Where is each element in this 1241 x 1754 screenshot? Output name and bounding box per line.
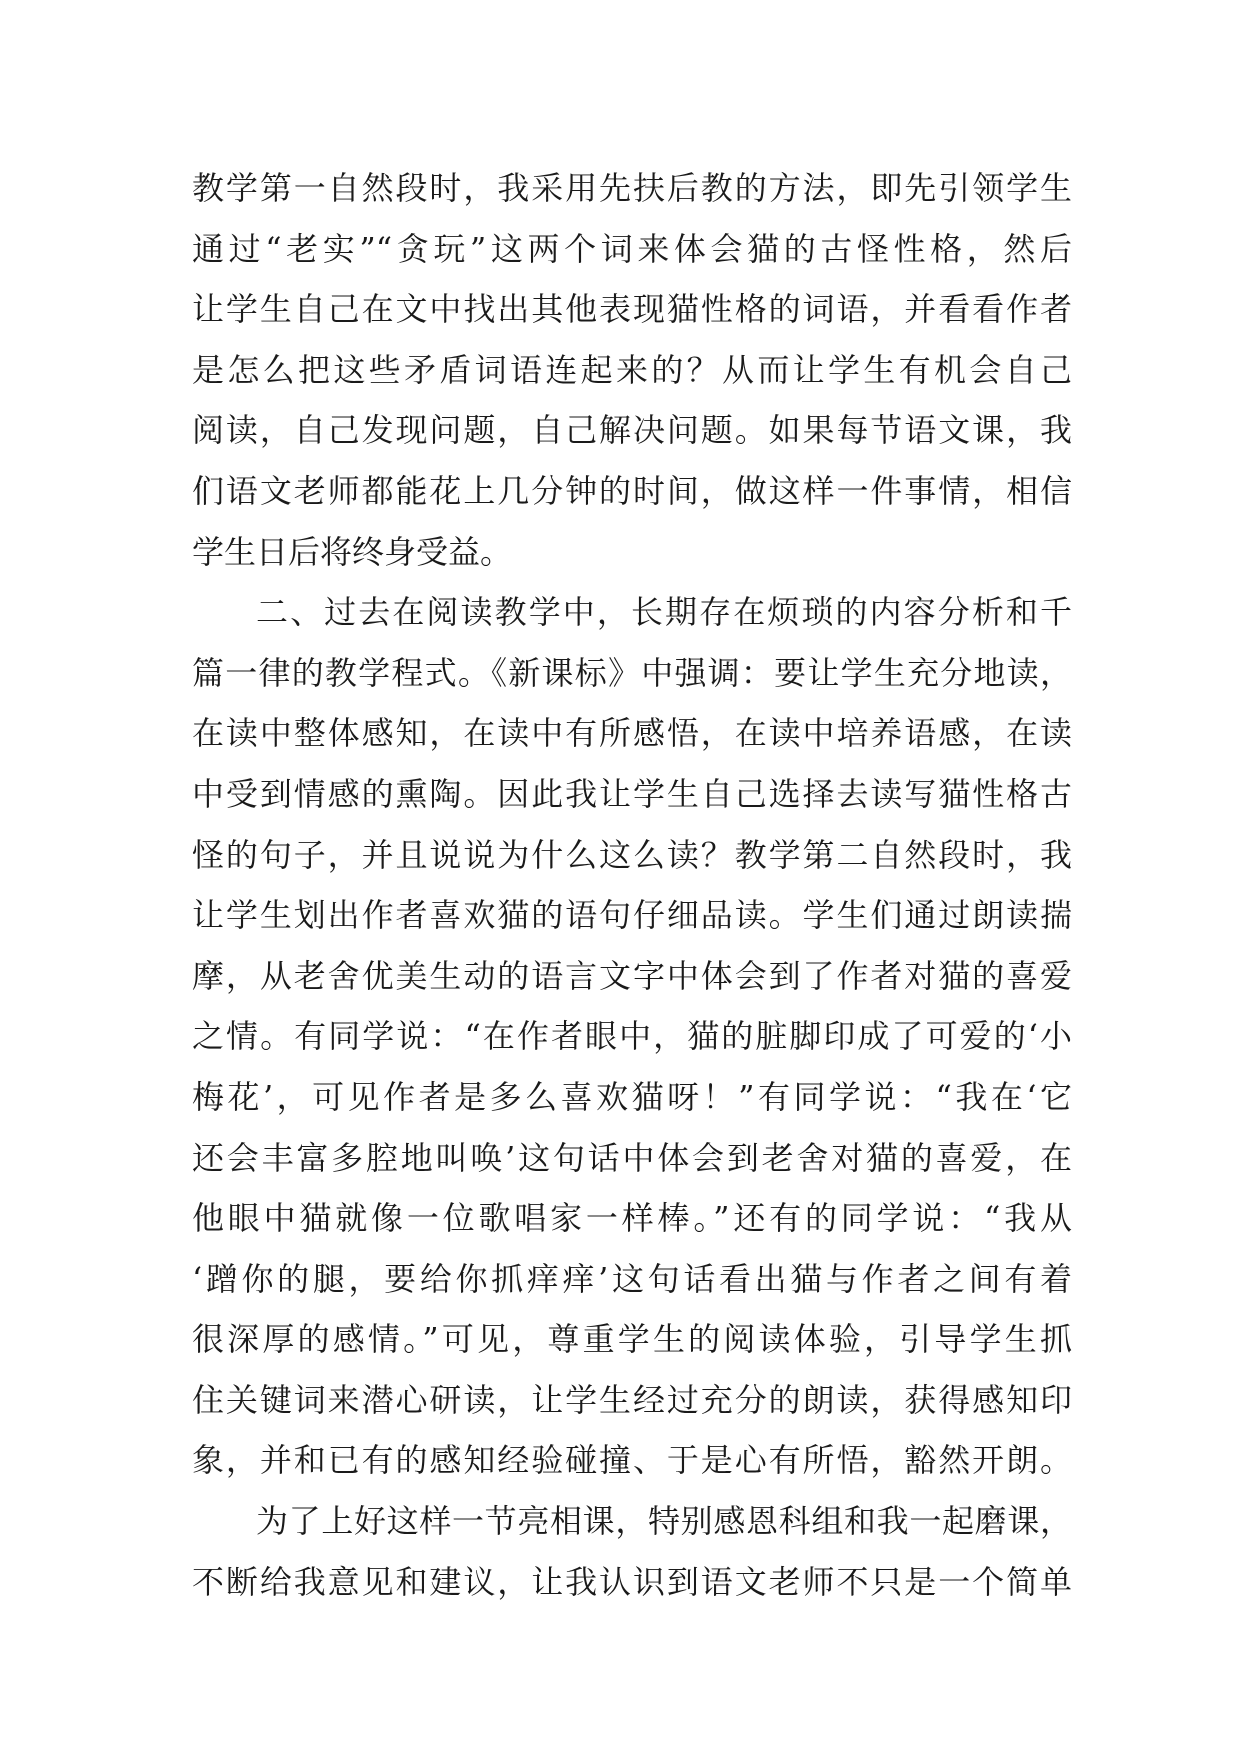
text-line: 为了上好这样一节亮相课，特别感恩科组和我一起磨课， <box>256 1502 1072 1541</box>
text-line: 在读中整体感知，在读中有所感悟，在读中培养语感，在读 <box>192 714 1072 753</box>
text-line: 是怎么把这些矛盾词语连起来的？从而让学生有机会自己 <box>192 350 1072 389</box>
text-line: 教学第一自然段时，我采用先扶后教的方法，即先引领学生 <box>192 169 1072 207</box>
text-line: 让学生自己在文中找出其他表现猫性格的词语，并看看作者 <box>192 290 1072 329</box>
text-line: 之情。有同学说：“在作者眼中，猫的脏脚印成了可爱的‘小 <box>192 1017 1072 1056</box>
text-line: 不断给我意见和建议，让我认识到语文老师不只是一个简单 <box>192 1562 1072 1601</box>
text-line: 怪的句子，并且说说为什么这么读？教学第二自然段时，我 <box>192 835 1072 874</box>
text-line: 篇一律的教学程式。《新课标》中强调：要让学生充分地读， <box>192 653 1072 692</box>
text-line: 还会丰富多腔地叫唤’这句话中体会到老舍对猫的喜爱，在 <box>192 1138 1072 1177</box>
text-line: 象，并和已有的感知经验碰撞、于是心有所悟，豁然开朗。 <box>192 1441 1072 1480</box>
text-line: 中受到情感的熏陶。因此我让学生自己选择去读写猫性格古 <box>192 774 1072 813</box>
text-line: 让学生划出作者喜欢猫的语句仔细品读。学生们通过朗读揣 <box>192 896 1072 935</box>
text-line: 很深厚的感情。”可见，尊重学生的阅读体验，引导学生抓 <box>192 1320 1072 1359</box>
text-line: 梅花’，可见作者是多么喜欢猫呀！”有同学说：“我在‘它 <box>192 1077 1072 1116</box>
text-line: 学生日后将终身受益。 <box>192 532 513 571</box>
text-line: 住关键词来潜心研读，让学生经过充分的朗读，获得感知印 <box>192 1380 1072 1419</box>
text-line: 们语文老师都能花上几分钟的时间，做这样一件事情，相信 <box>192 471 1072 510</box>
text-line: 阅读，自己发现问题，自己解决问题。如果每节语文课，我 <box>192 411 1072 450</box>
text-line: 摩，从老舍优美生动的语言文字中体会到了作者对猫的喜爱 <box>192 956 1072 995</box>
text-line: 通过“老实”“贪玩”这两个词来体会猫的古怪性格，然后 <box>192 229 1072 268</box>
body-text <box>192 158 1072 1612</box>
text-line: 他眼中猫就像一位歌唱家一样棒。”还有的同学说：“我从 <box>192 1199 1072 1238</box>
text-line: ‘蹭你的腿，要给你抓痒痒’这句话看出猫与作者之间有着 <box>192 1259 1072 1298</box>
text-line: 二、过去在阅读教学中，长期存在烦琐的内容分析和千 <box>256 593 1072 632</box>
